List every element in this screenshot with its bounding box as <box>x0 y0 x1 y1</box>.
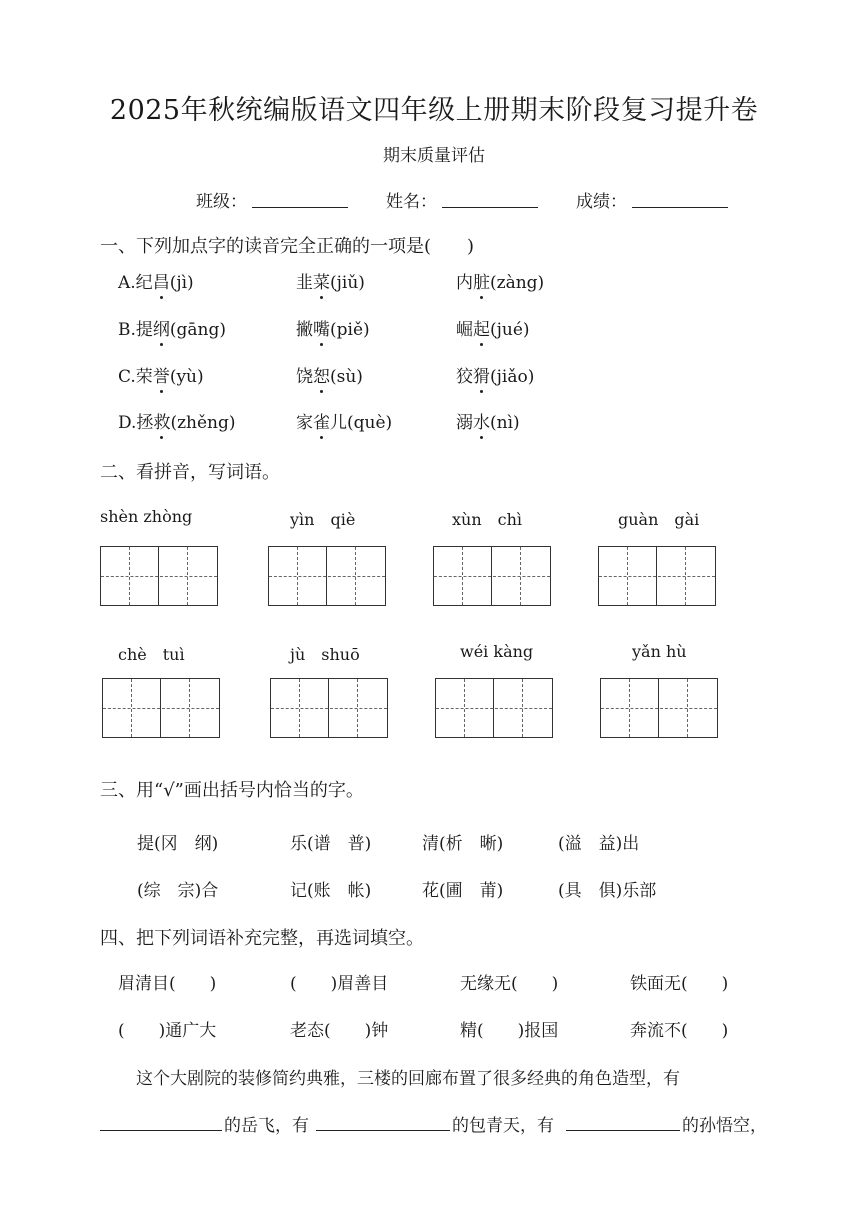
idiom-blank[interactable]: 无缘无( ) <box>460 974 559 994</box>
choice-item[interactable]: (具 俱)乐部 <box>558 881 657 901</box>
writing-grid[interactable] <box>433 546 551 606</box>
fill-paragraph-text: 的岳飞，有 <box>224 1116 309 1136</box>
option-pinyin: (jì) <box>169 273 194 293</box>
option-text: A.纪 <box>118 273 153 293</box>
dotted-character: 水 <box>473 408 490 433</box>
choice-item[interactable]: 提(冈 纲) <box>137 834 219 854</box>
dotted-character: 誉 <box>153 362 170 387</box>
option-text: 狡 <box>456 367 473 387</box>
dotted-character: 起 <box>473 315 490 340</box>
idiom-blank[interactable]: 眉清目( ) <box>118 974 217 994</box>
writing-grid[interactable] <box>100 546 218 606</box>
section2-heading: 二、看拼音，写词语。 <box>100 462 280 483</box>
pinyin-label: chè tuì <box>118 645 185 664</box>
option-pinyin: (jué) <box>490 320 530 340</box>
fill-paragraph-line1: 这个大剧院的装修简约典雅，三楼的回廊布置了很多经典的角色造型，有 <box>136 1069 680 1089</box>
option-text: 韭 <box>296 273 313 293</box>
dotted-character: 嘴 <box>313 315 330 340</box>
writing-grid[interactable] <box>268 546 386 606</box>
option-text: 家 <box>296 413 313 433</box>
pinyin-label: wéi kàng <box>460 642 534 661</box>
page-subtitle: 期末质量评估 <box>383 146 485 166</box>
option-pinyin: (gāng) <box>169 320 227 340</box>
option-pinyin: (jiǎo) <box>490 367 535 387</box>
option-item <box>118 268 194 293</box>
option-text: 饶 <box>296 367 313 387</box>
choice-item[interactable]: (综 宗)合 <box>137 881 219 901</box>
option-pinyin: (piě) <box>330 320 370 340</box>
pinyin-label: yìn qiè <box>290 510 356 529</box>
writing-grid[interactable] <box>600 678 718 738</box>
choice-item[interactable]: 乐(谱 普) <box>290 834 372 854</box>
option-pinyin: (zàng) <box>490 273 545 293</box>
dotted-character: 脏 <box>473 268 490 293</box>
section4-heading: 四、把下列词语补充完整，再选词填空。 <box>100 928 424 949</box>
writing-grid[interactable] <box>598 546 716 606</box>
dotted-character: 救 <box>153 408 170 433</box>
section1-heading: 一、下列加点字的读音完全正确的一项是( ) <box>100 236 475 257</box>
idiom-blank[interactable]: 老态( )钟 <box>290 1021 389 1041</box>
option-pinyin: (nì) <box>490 413 520 433</box>
choice-item[interactable]: 清(析 晰) <box>422 834 504 854</box>
option-item <box>296 315 370 340</box>
option-item <box>118 315 226 340</box>
pinyin-label: shèn zhòng <box>100 507 193 526</box>
idiom-blank[interactable]: 精( )报国 <box>460 1021 559 1041</box>
idiom-blank[interactable]: ( )通广大 <box>118 1021 217 1041</box>
option-text: 内 <box>456 273 473 293</box>
option-pinyin: (yù) <box>169 367 204 387</box>
idiom-blank[interactable]: 奔流不( ) <box>630 1021 729 1041</box>
dotted-character: 昌 <box>153 268 170 293</box>
option-text: 溺 <box>456 413 473 433</box>
class-label: 班级： <box>196 192 247 212</box>
fill-paragraph-text: 的包青天，有 <box>452 1116 554 1136</box>
option-text: D.拯 <box>118 413 154 433</box>
score-label: 成绩： <box>576 192 627 212</box>
option-text: B.提 <box>118 320 153 340</box>
pinyin-label: jù shuō <box>290 645 360 664</box>
fill-blank[interactable] <box>316 1130 450 1131</box>
option-item <box>296 268 365 293</box>
dotted-character: 恕 <box>313 362 330 387</box>
option-item <box>296 362 363 387</box>
fill-blank[interactable] <box>566 1130 680 1131</box>
page-title: 2025年秋统编版语文四年级上册期末阶段复习提升卷 <box>109 95 759 126</box>
option-pinyin: (zhěng) <box>170 413 236 433</box>
option-item <box>296 408 392 433</box>
option-item <box>118 362 204 387</box>
dotted-character: 雀 <box>313 408 330 433</box>
class-field[interactable] <box>252 207 348 208</box>
option-item <box>456 362 534 387</box>
fill-paragraph-text: 的孙悟空， <box>682 1116 767 1136</box>
option-pinyin: 儿(què) <box>330 413 393 433</box>
section3-heading: 三、用“√”画出括号内恰当的字。 <box>100 780 364 801</box>
name-label: 姓名： <box>386 192 437 212</box>
fill-blank[interactable] <box>100 1130 222 1131</box>
choice-item[interactable]: 记(账 帐) <box>290 881 372 901</box>
choice-item[interactable]: 花(圃 莆) <box>422 881 504 901</box>
option-item <box>456 315 530 340</box>
writing-grid[interactable] <box>435 678 553 738</box>
pinyin-label: guàn gài <box>618 510 700 529</box>
option-pinyin: (sù) <box>330 367 363 387</box>
idiom-blank[interactable]: 铁面无( ) <box>630 974 729 994</box>
choice-item[interactable]: (溢 益)出 <box>558 834 640 854</box>
option-text: 撇 <box>296 320 313 340</box>
idiom-blank[interactable]: ( )眉善目 <box>290 974 389 994</box>
option-text: 崛 <box>456 320 473 340</box>
dotted-character: 纲 <box>153 315 170 340</box>
pinyin-label: xùn chì <box>452 510 523 529</box>
writing-grid[interactable] <box>102 678 220 738</box>
dotted-character: 猾 <box>473 362 490 387</box>
option-item <box>456 268 544 293</box>
score-field[interactable] <box>632 207 728 208</box>
option-item <box>118 408 236 433</box>
option-text: C.荣 <box>118 367 153 387</box>
option-pinyin: (jiǔ) <box>330 273 365 293</box>
dotted-character: 菜 <box>313 268 330 293</box>
option-item <box>456 408 520 433</box>
pinyin-label: yǎn hù <box>632 642 687 661</box>
name-field[interactable] <box>442 207 538 208</box>
writing-grid[interactable] <box>270 678 388 738</box>
